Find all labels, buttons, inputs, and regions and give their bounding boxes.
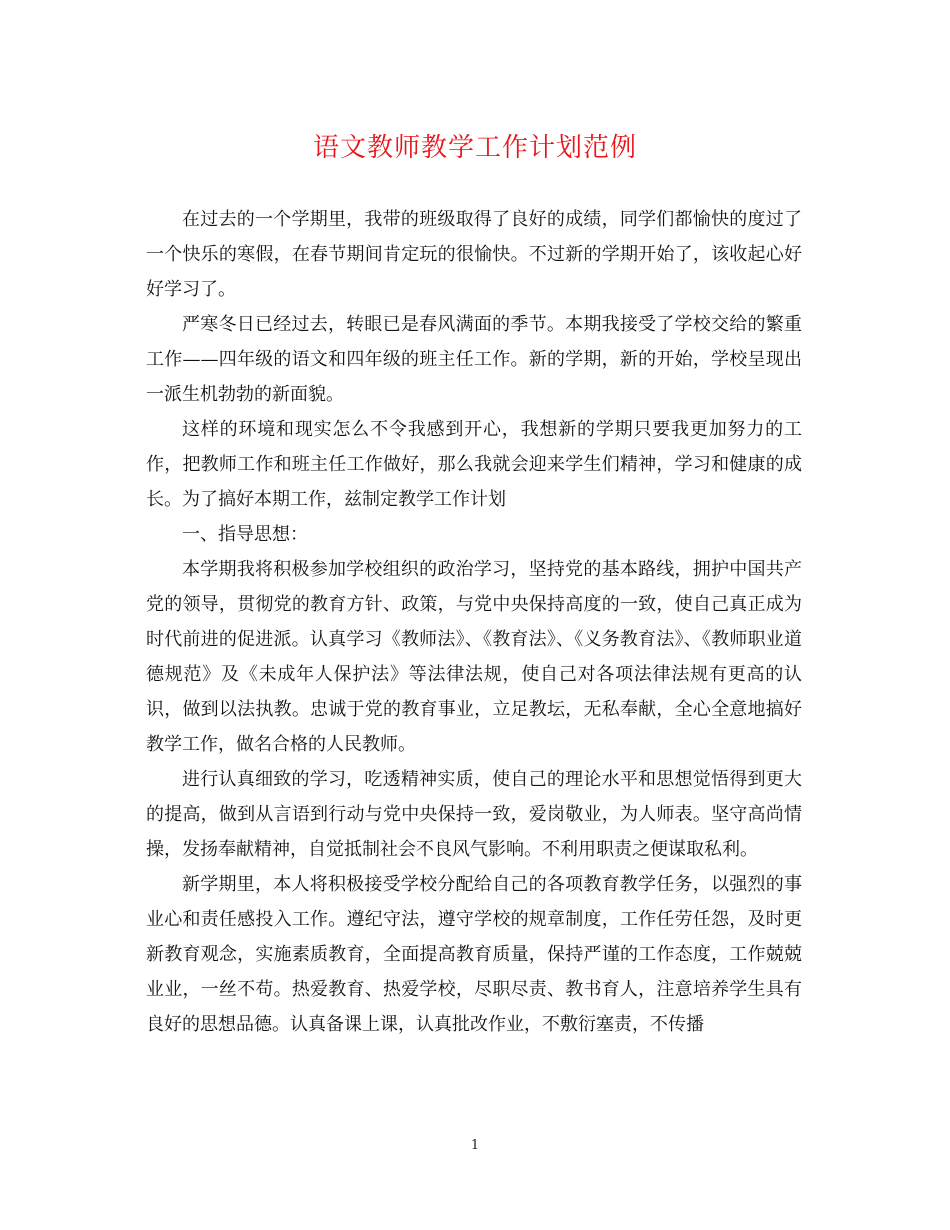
paragraph-careful-study: 进行认真细致的学习，吃透精神实质，使自己的理论水平和思想觉悟得到更大的提高，做到从言语到行动与党中央保持一致，爱岗敬业，为人师表。坚守高尚情操，发扬奉献精神，自觉抵制社会不良风气影响。不利用职责之便谋取私利。 [146,769,802,860]
section-heading-guiding-thought: 一、指导思想： [182,524,308,545]
paragraph-new-semester: 新学期里，本人将积极接受学校分配给自己的各项教育教学任务，以强烈的事业心和责任感投入工作。遵纪守法，遵守学校的规章制度，工作任劳任怨，及时更新教育观念，实施素质教育，全面提高教育质量，保持严谨的工作态度，工作兢兢业业，一丝不苟。热爱教育、热爱学校，尽职尽责、教书育人，注意培养学生具有良好的思想品德。认真备课上课，认真批改作业，不敷衍塞责，不传播 [146,874,802,1035]
paragraph-new-term: 严寒冬日已经过去，转眼已是春风满面的季节。本期我接受了学校交给的繁重工作——四年级的语文和四年级的班主任工作。新的学期，新的开始，学校呈现出一派生机勃勃的新面貌。 [146,314,802,405]
paragraph-intro: 在过去的一个学期里，我带的班级取得了良好的成绩，同学们都愉快的度过了一个快乐的寒假，在春节期间肯定玩的很愉快。不过新的学期开始了，该收起心好好学习了。 [146,209,802,300]
paragraph-environment: 这样的环境和现实怎么不令我感到开心，我想新的学期只要我更加努力的工作，把教师工作和班主任工作做好，那么我就会迎来学生们精神，学习和健康的成长。为了搞好本期工作，兹制定教学工作计划 [146,419,802,510]
document-body [146,202,802,1042]
document-title: 语文教师教学工作计划范例 [312,133,637,163]
paragraph-political-study: 本学期我将积极参加学校组织的政治学习，坚持党的基本路线，拥护中国共产党的领导，贯彻党的教育方针、政策，与党中央保持高度的一致，使自己真正成为时代前进的促进派。认真学习《教师法》、《教育法》、《义务教育法》、《教师职业道德规范》及《未成年人保护法》等法律法规，使自己对各项法律法规有更高的认识，做到以法执教。忠诚于党的教育事业，立足教坛，无私奉献，全心全意地搞好教学工作，做名合格的人民教师。 [146,559,802,755]
page-number: 1 [470,1138,480,1153]
